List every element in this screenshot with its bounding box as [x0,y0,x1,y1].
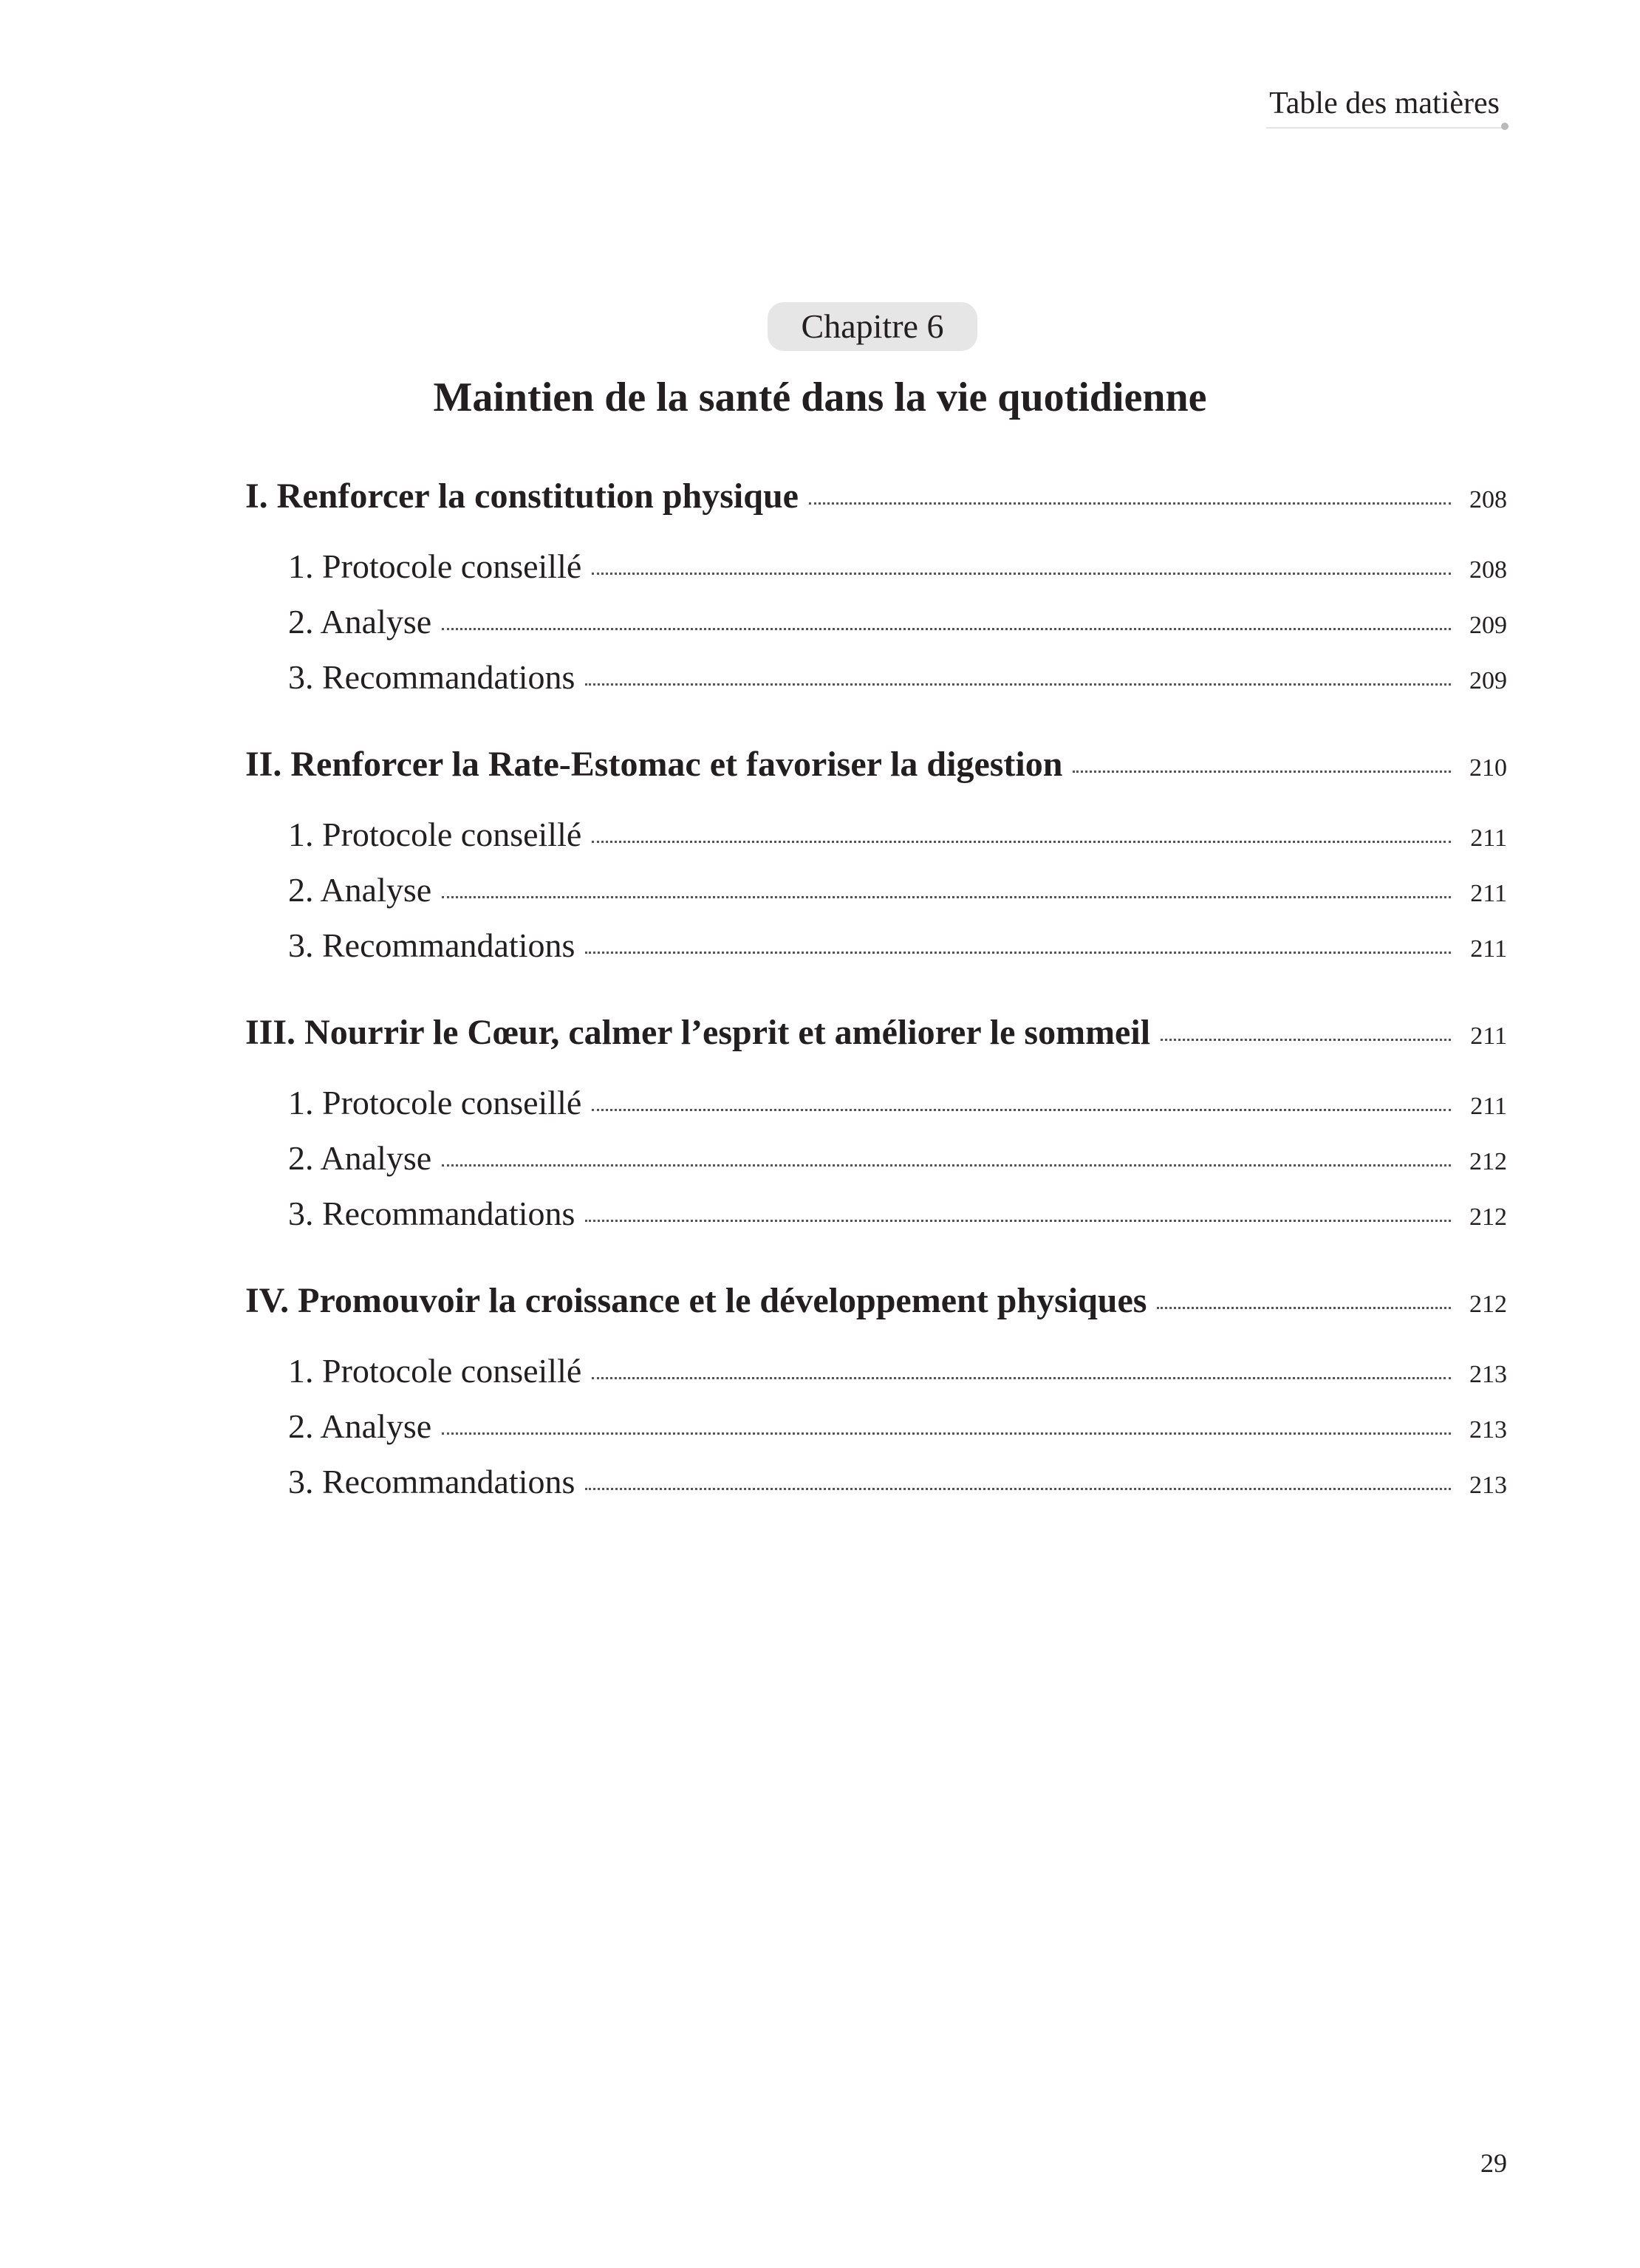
toc-section-entry[interactable] [245,744,1507,802]
dot-leader [592,573,1451,575]
dot-leader [809,502,1451,505]
toc-page-number: 211 [1470,935,1507,963]
dot-leader [592,1377,1451,1379]
dot-leader [585,952,1451,954]
toc-subentry-title: 1. Protocole conseillé [288,1352,582,1390]
toc-subentry[interactable] [245,1407,1507,1462]
toc-subentry[interactable] [245,1351,1507,1407]
toc-page-number: 211 [1470,824,1507,852]
toc-subentry[interactable] [245,926,1507,981]
toc-subentry-title: 1. Protocole conseillé [288,547,582,585]
toc-subentry-title: 2. Analyse [288,603,432,641]
toc-subentry-title: 3. Recommandations [288,658,575,696]
toc-subentry-title: 2. Analyse [288,1407,432,1445]
toc-subentry-title: 2. Analyse [288,1139,432,1177]
toc-section-title: III. Nourrir le Cœur, calmer l’esprit et améliorer le sommeil [245,1013,1151,1052]
toc-page-number: 210 [1469,754,1507,782]
toc-page-number: 213 [1469,1472,1507,1499]
toc-page-number: 212 [1469,1291,1507,1318]
toc-subentry-title: 1. Protocole conseillé [288,816,582,853]
toc-subentry[interactable] [245,1083,1507,1138]
toc-subentry[interactable] [245,1462,1507,1517]
running-head-rule [1266,127,1503,129]
toc-page-number: 209 [1469,667,1507,694]
toc-page-number: 212 [1469,1203,1507,1231]
toc-subentry[interactable] [245,547,1507,602]
dot-leader [592,841,1451,843]
toc-page-number: 211 [1470,1022,1507,1050]
chapter-label-badge: Chapitre 6 [768,302,977,351]
toc-section-entry[interactable] [245,1012,1507,1070]
dot-leader [1161,1039,1451,1041]
toc-page-number: 211 [1470,880,1507,907]
dot-leader [442,1432,1451,1435]
toc-section [245,744,1507,981]
toc-page-number: 212 [1469,1148,1507,1175]
toc-page-number: 211 [1470,1093,1507,1120]
dot-leader [442,1164,1451,1167]
toc-subentry[interactable] [245,602,1507,657]
chapter-title: Maintien de la santé dans la vie quotidienne [433,375,1207,420]
dot-leader [442,896,1451,898]
toc-section-entry[interactable] [245,476,1507,533]
dot-leader [585,683,1451,686]
toc-page-number: 208 [1469,486,1507,513]
dot-leader [442,628,1451,630]
toc-subentry-title: 3. Recommandations [288,1463,575,1500]
running-head-dot [1501,123,1509,130]
toc-subentry-title: 3. Recommandations [288,1195,575,1232]
toc-section-title: IV. Promouvoir la croissance et le développement physiques [245,1281,1147,1320]
dot-leader [585,1488,1451,1490]
toc-subentry[interactable] [245,815,1507,870]
toc-subentry-title: 2. Analyse [288,871,432,909]
toc-subentry-title: 1. Protocole conseillé [288,1084,582,1121]
toc-subentry[interactable] [245,1138,1507,1194]
toc-section [245,1280,1507,1517]
toc-section [245,1012,1507,1249]
toc-section-entry[interactable] [245,1280,1507,1338]
toc-section [245,476,1507,713]
dot-leader [585,1220,1451,1222]
table-of-contents [245,476,1507,1548]
toc-subentry[interactable] [245,870,1507,926]
toc-section-title: I. Renforcer la constitution physique [245,477,799,516]
toc-subentry-title: 3. Recommandations [288,926,575,964]
toc-page-number: 208 [1469,556,1507,584]
dot-leader [592,1109,1451,1111]
toc-page-number: 209 [1469,612,1507,639]
toc-subentry[interactable] [245,657,1507,713]
page-number: 29 [1480,2148,1507,2178]
dot-leader [1073,771,1451,773]
dot-leader [1157,1307,1451,1309]
toc-page-number: 213 [1469,1361,1507,1388]
toc-section-title: II. Renforcer la Rate-Estomac et favoriser la digestion [245,745,1063,784]
toc-subentry[interactable] [245,1194,1507,1249]
running-head: Table des matières [1269,86,1500,120]
toc-page-number: 213 [1469,1416,1507,1444]
